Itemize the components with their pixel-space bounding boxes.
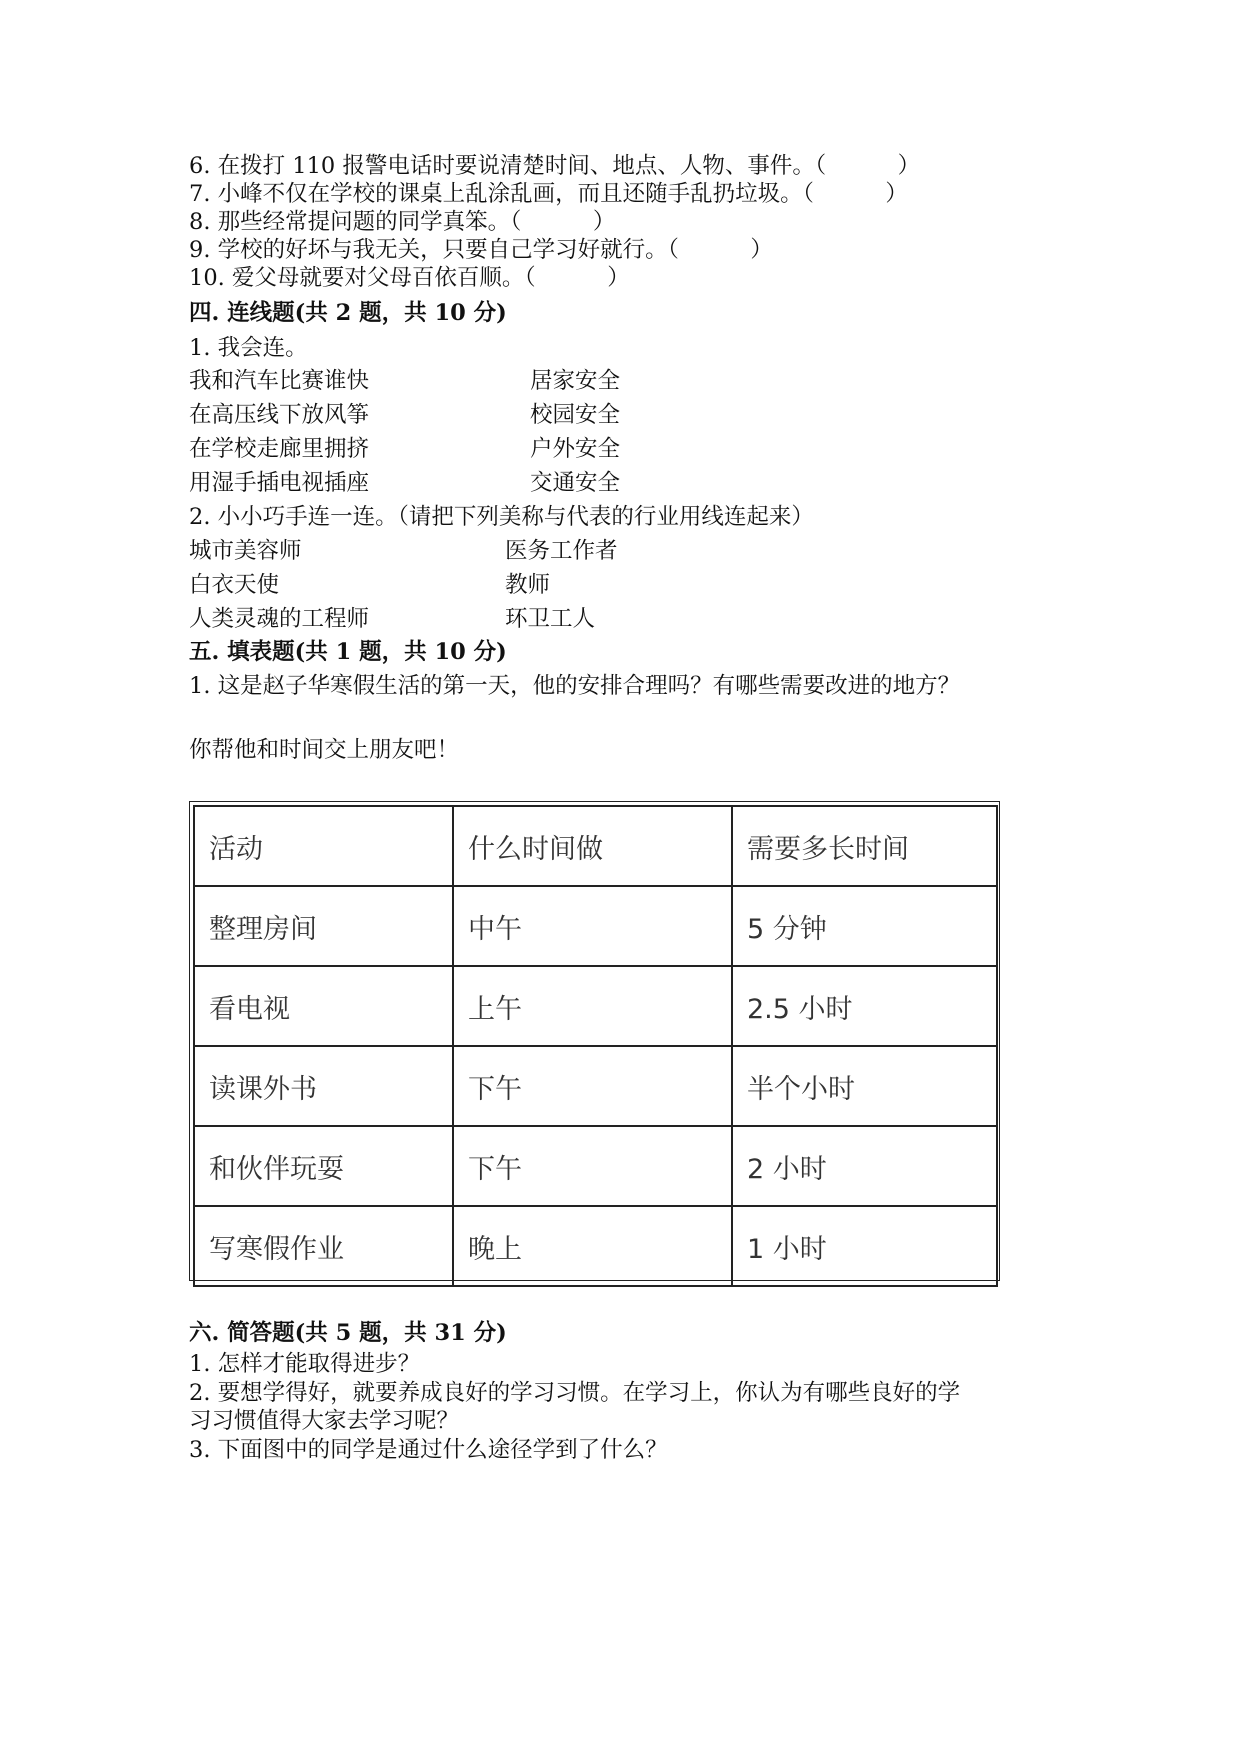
- match-right-item: 环卫工人: [505, 606, 596, 632]
- table-row: [194, 1126, 997, 1206]
- section4-heading: 四. 连线题(共 2 题，共 10 分): [189, 300, 507, 326]
- judgement-item-8: 8. 那些经常提问题的同学真笨。（ ）: [189, 209, 616, 235]
- table-header-cell: 需要多长时间: [732, 806, 997, 886]
- table-header-cell: 什么时间做: [453, 806, 732, 886]
- section5-q1-line2: 你帮他和时间交上朋友吧！: [189, 737, 460, 763]
- table-cell: 2 小时: [732, 1126, 997, 1206]
- table-cell: 半个小时: [732, 1046, 997, 1126]
- match-left-item: 在学校走廊里拥挤: [189, 436, 370, 462]
- match-left-item: 在高压线下放风筝: [189, 402, 370, 428]
- table-row: [194, 886, 997, 966]
- table-cell: 2.5 小时: [732, 966, 997, 1046]
- match-right-item: 交通安全: [530, 470, 621, 496]
- table-cell: 下午: [453, 1046, 732, 1126]
- judgement-item-9: 9. 学校的好坏与我无关，只要自己学习好就行。（ ）: [189, 237, 773, 263]
- section6-q2-line2: 习习惯值得大家去学习呢？: [189, 1408, 460, 1434]
- table-cell: 和伙伴玩耍: [194, 1126, 453, 1206]
- match-right-item: 教师: [505, 572, 551, 598]
- table-cell: 1 小时: [732, 1206, 997, 1286]
- section4-q1-title: 1. 我会连。: [189, 335, 308, 361]
- table-cell: 上午: [453, 966, 732, 1046]
- match-left-item: 城市美容师: [189, 538, 302, 564]
- table-cell: 中午: [453, 886, 732, 966]
- match-right-item: 医务工作者: [505, 538, 618, 564]
- table-cell: 读课外书: [194, 1046, 453, 1126]
- schedule-table: [189, 801, 1000, 1281]
- match-left-item: 人类灵魂的工程师: [189, 606, 370, 632]
- match-left-item: 我和汽车比赛谁快: [189, 368, 370, 394]
- judgement-item-10: 10. 爱父母就要对父母百依百顺。（ ）: [189, 265, 630, 291]
- table-cell: 晚上: [453, 1206, 732, 1286]
- table-row: [194, 1046, 997, 1126]
- table-row: [194, 1206, 997, 1286]
- match-left-item: 用湿手插电视插座: [189, 470, 370, 496]
- table-cell: 写寒假作业: [194, 1206, 453, 1286]
- section6-q1: 1. 怎样才能取得进步？: [189, 1351, 421, 1377]
- table-cell: 5 分钟: [732, 886, 997, 966]
- match-left-item: 白衣天使: [189, 572, 280, 598]
- section5-heading: 五. 填表题(共 1 题，共 10 分): [189, 639, 507, 665]
- table-header-cell: 活动: [194, 806, 453, 886]
- section5-q1-line1: 1. 这是赵子华寒假生活的第一天，他的安排合理吗？有哪些需要改进的地方？: [189, 673, 961, 699]
- table-header-row: [194, 806, 997, 886]
- section6-heading: 六. 简答题(共 5 题，共 31 分): [189, 1320, 507, 1346]
- section6-q2-line1: 2. 要想学得好，就要养成良好的学习习惯。在学习上，你认为有哪些良好的学: [189, 1380, 961, 1406]
- table-row: [194, 966, 997, 1046]
- section4-q2-title: 2. 小小巧手连一连。（请把下列美称与代表的行业用线连起来）: [189, 504, 814, 530]
- table-cell: 整理房间: [194, 886, 453, 966]
- table-cell: 看电视: [194, 966, 453, 1046]
- match-right-item: 户外安全: [530, 436, 621, 462]
- judgement-item-6: 6. 在拨打 110 报警电话时要说清楚时间、地点、人物、事件。（ ）: [189, 153, 921, 179]
- match-right-item: 居家安全: [530, 368, 621, 394]
- judgement-item-7: 7. 小峰不仅在学校的课桌上乱涂乱画，而且还随手乱扔垃圾。（ ）: [189, 181, 908, 207]
- match-right-item: 校园安全: [530, 402, 621, 428]
- table-cell: 下午: [453, 1126, 732, 1206]
- section6-q3: 3. 下面图中的同学是通过什么途径学到了什么？: [189, 1437, 668, 1463]
